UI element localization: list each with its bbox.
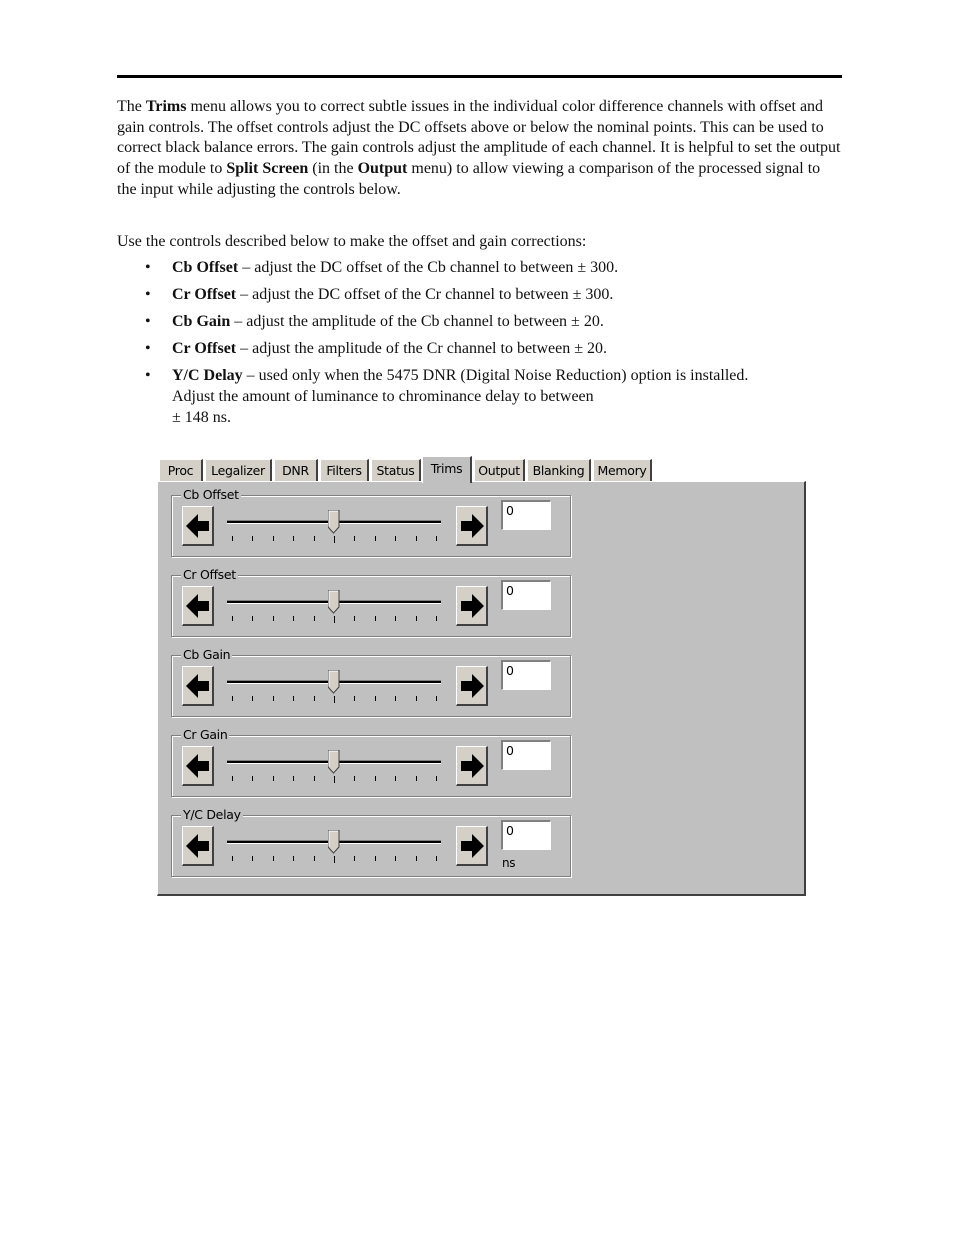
list-item	[117, 366, 842, 428]
slider-tick	[436, 616, 437, 621]
increase-button[interactable]	[456, 586, 488, 626]
slider-tick	[293, 536, 294, 541]
arrow-right-icon	[459, 832, 485, 860]
control-label: Cr Gain	[183, 727, 228, 742]
arrow-right-icon	[459, 752, 485, 780]
top-rule	[117, 75, 842, 78]
arrow-left-icon	[185, 512, 211, 540]
value-input[interactable]: 0	[501, 500, 551, 530]
slider-tick	[354, 856, 355, 861]
slider-tick	[293, 616, 294, 621]
value-input[interactable]: 0	[501, 580, 551, 610]
slider-tick	[252, 536, 253, 541]
value-input[interactable]: 0	[501, 820, 551, 850]
term-output: Output	[357, 160, 408, 178]
slider-tick	[232, 616, 233, 621]
slider-tick	[334, 856, 335, 863]
control-group	[171, 487, 571, 557]
bullet-term: Y/C Delay	[172, 367, 243, 385]
list-item	[117, 339, 842, 360]
tab-trims[interactable]: Trims	[422, 456, 472, 483]
control-group	[171, 647, 571, 717]
tab-filters[interactable]: Filters	[320, 459, 369, 481]
tab-dnr[interactable]: DNR	[274, 459, 318, 481]
slider-tick	[232, 776, 233, 781]
slider-ticks	[232, 776, 432, 782]
increase-button[interactable]	[456, 826, 488, 866]
arrow-left-icon	[185, 752, 211, 780]
bullet-desc: – adjust the DC offset of the Cr channel to between ± 300.	[236, 286, 614, 304]
decrease-button[interactable]	[182, 666, 214, 706]
slider-ticks	[232, 616, 432, 622]
slider-tick	[436, 776, 437, 781]
bullet-desc: – adjust the DC offset of the Cb channel to between ± 300.	[238, 259, 619, 276]
increase-button[interactable]	[456, 666, 488, 706]
slider-tick	[232, 536, 233, 541]
control-group	[171, 727, 571, 797]
arrow-left-icon	[185, 832, 211, 860]
text-run: The	[117, 98, 146, 115]
slider-tick	[293, 776, 294, 781]
slider-tick	[334, 616, 335, 623]
slider-tick	[314, 696, 315, 701]
slider-tick	[314, 776, 315, 781]
tab-legalizer[interactable]: Legalizer	[205, 459, 272, 481]
bullet-desc: – adjust the amplitude of the Cr channel to between ± 20.	[236, 340, 608, 358]
increase-button[interactable]	[456, 746, 488, 786]
slider-tick	[252, 696, 253, 701]
bullet-term: Cb Offset	[172, 259, 239, 276]
slider-thumb[interactable]	[328, 590, 340, 614]
tab-memory[interactable]: Memory	[593, 459, 652, 481]
intro-paragraph	[117, 97, 842, 201]
bullet-term: Cr Offset	[172, 286, 237, 304]
list-item	[117, 285, 842, 306]
slider-tick	[252, 616, 253, 621]
control-group	[171, 807, 571, 877]
slider-thumb[interactable]	[328, 670, 340, 694]
slider-tick	[416, 776, 417, 781]
tab-status[interactable]: Status	[371, 459, 421, 481]
slider-tick	[314, 536, 315, 541]
slider-tick	[436, 696, 437, 701]
term-split-screen: Split Screen	[226, 160, 309, 178]
slider-tick	[395, 856, 396, 861]
slider-tick	[354, 536, 355, 541]
slider-ticks	[232, 856, 432, 862]
slider-tick	[354, 696, 355, 701]
decrease-button[interactable]	[182, 586, 214, 626]
slider-tick	[416, 696, 417, 701]
slider-thumb[interactable]	[328, 510, 340, 534]
controls-intro-paragraph: Use the controls described below to make the offset and gain corrections:	[117, 233, 587, 250]
slider-tick	[334, 776, 335, 783]
arrow-left-icon	[185, 672, 211, 700]
control-label: Cb Offset	[183, 487, 239, 502]
bullet-term: Cr Offset	[172, 340, 237, 358]
slider-tick	[375, 696, 376, 701]
slider-tick	[273, 616, 274, 621]
slider-tick	[293, 856, 294, 861]
slider-tick	[314, 856, 315, 861]
slider-tick	[334, 536, 335, 543]
slider-tick	[273, 536, 274, 541]
slider-tick	[273, 776, 274, 781]
list-item	[117, 312, 842, 333]
tab-output[interactable]: Output	[474, 459, 525, 481]
slider-tick	[375, 616, 376, 621]
slider-thumb[interactable]	[328, 750, 340, 774]
slider-tick	[395, 616, 396, 621]
decrease-button[interactable]	[182, 826, 214, 866]
slider-tick	[416, 856, 417, 861]
decrease-button[interactable]	[182, 746, 214, 786]
arrow-right-icon	[459, 672, 485, 700]
slider-tick	[436, 536, 437, 541]
control-label: Y/C Delay	[183, 807, 241, 822]
tab-proc[interactable]: Proc	[159, 459, 203, 481]
slider-tick	[293, 696, 294, 701]
slider-tick	[375, 536, 376, 541]
text-run: menu allows you to correct subtle issues in the individual color difference channels with offset and gain controls. The offset controls adjust the DC offsets above or below the nominal points. This can be used to correct black balance errors. The gain controls adjust the amplitude of each channel. It is helpful to set the output of the module to	[117, 98, 841, 178]
term-trims: Trims	[145, 98, 187, 115]
slider-tick	[252, 856, 253, 861]
control-group	[171, 567, 571, 637]
text-run: (in the	[308, 160, 358, 178]
slider-ticks	[232, 696, 432, 702]
slider-tick	[375, 856, 376, 861]
slider-ticks	[232, 536, 432, 542]
arrow-right-icon	[459, 592, 485, 620]
arrow-right-icon	[459, 512, 485, 540]
bullet-desc: – adjust the amplitude of the Cb channel to between ± 20.	[230, 313, 604, 331]
bullet-desc-cont: ± 148 ns.	[172, 408, 232, 426]
decrease-button[interactable]	[182, 506, 214, 546]
control-label: Cr Offset	[183, 567, 236, 582]
increase-button[interactable]	[456, 506, 488, 546]
slider-tick	[314, 616, 315, 621]
slider-tick	[354, 776, 355, 781]
slider-tick	[395, 536, 396, 541]
slider-tick	[416, 616, 417, 621]
slider-tick	[375, 776, 376, 781]
bullet-term: Cb Gain	[172, 313, 231, 331]
slider-tick	[354, 616, 355, 621]
text-run: menu) to allow viewing a comparison of the processed signal to the input while adjusting the controls below.	[117, 160, 821, 198]
slider-tick	[395, 776, 396, 781]
slider-tick	[232, 856, 233, 861]
control-description-list	[117, 258, 842, 435]
slider-tick	[436, 856, 437, 861]
bullet-desc: – used only when the 5475 DNR (Digital Noise Reduction) option is installed. Adjust the amount of luminance to chrominance delay to between	[172, 367, 749, 406]
control-label: Cb Gain	[183, 647, 231, 662]
slider-tick	[395, 696, 396, 701]
slider-tick	[334, 696, 335, 703]
arrow-left-icon	[185, 592, 211, 620]
value-input[interactable]: 0	[501, 660, 551, 690]
tab-blanking[interactable]: Blanking	[527, 459, 591, 481]
slider-tick	[416, 536, 417, 541]
list-item	[117, 258, 842, 279]
value-input[interactable]: 0	[501, 740, 551, 770]
slider-tick	[273, 856, 274, 861]
slider-thumb[interactable]	[328, 830, 340, 854]
slider-tick	[252, 776, 253, 781]
unit-label: ns	[502, 856, 516, 870]
slider-tick	[273, 696, 274, 701]
slider-tick	[232, 696, 233, 701]
